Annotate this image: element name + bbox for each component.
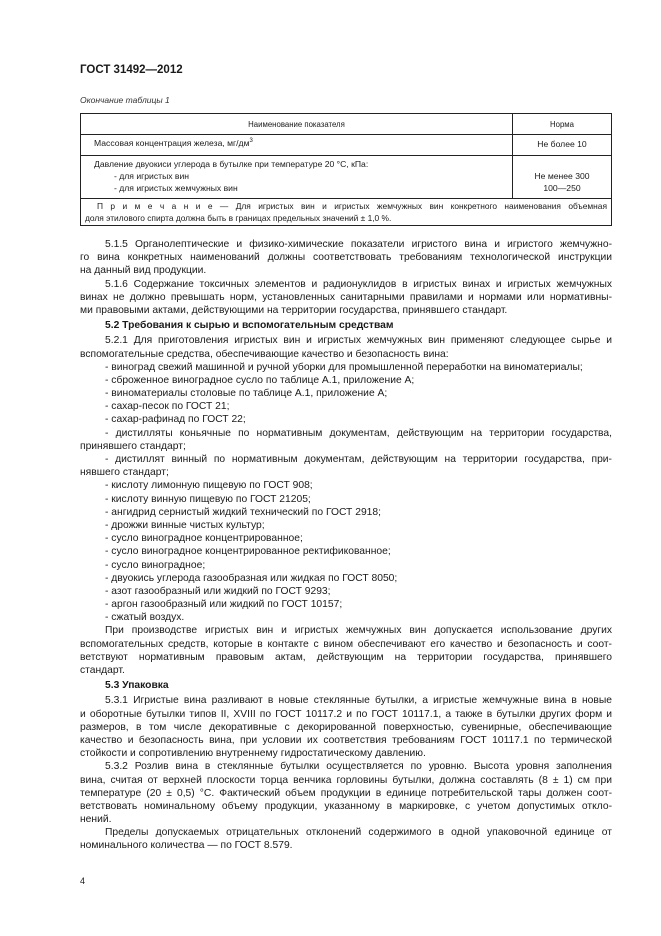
text-line: - сусло виноградное концентрированное ректификованное; — [105, 546, 391, 558]
row-name-text: Давление двуокиси углерода в бутылке при температуре 20 °С, кПа: — [94, 159, 369, 169]
paragraph — [80, 760, 612, 826]
text-line: - сусло виноградное концентрированное; — [105, 533, 303, 545]
list-item — [80, 585, 612, 598]
row-subitem: - для игристых вин — [114, 171, 190, 181]
list-item — [80, 559, 612, 572]
text-line: При производстве игристых вин и игристых жемчужных вин допускается использование других — [105, 625, 612, 637]
text-line: нений. — [80, 814, 112, 826]
list-item — [80, 572, 612, 585]
text-line: вспомогательных средств, которые в контакте с вином обеспечивают его качество и безопасность и соот- — [80, 638, 612, 650]
text-line: - азот газообразный или жидкий по ГОСТ 9293; — [105, 585, 331, 597]
text-line: 5.3.1 Игристые вина разливают в новые стеклянные бутылки, а игристые жемчужные вина в новые — [105, 695, 612, 707]
note-line: П р и м е ч а н и е — Для игристых вин и игристых жемчужных вин конкретного наименования объемная — [97, 201, 607, 211]
list-item — [80, 400, 612, 413]
paragraph — [80, 427, 612, 453]
list-item — [80, 545, 612, 558]
list-item — [80, 387, 612, 400]
text-line: - сусло виноградное; — [105, 559, 206, 571]
text-line: - виноматериалы столовые по таблице А.1, приложение А; — [105, 388, 388, 400]
text-line: размеров, в том числе декоративные с декорированной поверхностью, сувенирные, обеспечивающие — [80, 721, 612, 733]
section-heading — [80, 319, 612, 332]
page-number: 4 — [80, 876, 86, 886]
paragraph — [80, 334, 612, 360]
paragraph — [80, 826, 612, 852]
text-line: - дрожжи винные чистых культур; — [105, 519, 265, 531]
row-name — [81, 156, 513, 199]
list-item — [80, 519, 612, 532]
document-header: ГОСТ 31492—2012 — [80, 64, 183, 76]
text-line: го вина конкретных наименований должны соответствовать требованиям технологической инструкции — [80, 252, 612, 264]
text-line: номинального количества — по ГОСТ 8.579. — [80, 840, 293, 852]
text-line: и оборотные бутылки типов II, XVIII по ГОСТ 10117.2 и по ГОСТ 10117.1, а также в бутылки других форм и — [80, 708, 612, 720]
list-item — [80, 506, 612, 519]
list-item — [80, 413, 612, 426]
paragraph — [80, 453, 612, 479]
list-item — [80, 493, 612, 506]
text-line: - дистилляты коньячные по нормативным документам, действующим на территории государства, — [105, 427, 612, 439]
column-header-norm: Норма — [513, 114, 612, 135]
section-heading — [80, 679, 612, 692]
text-line: винах не должно превышать норм, установленных санитарными правилами и нормами или нормативны- — [80, 291, 612, 303]
column-header-name: Наименование показателя — [81, 114, 513, 135]
text-line: Пределы допускаемых отрицательных отклонений содержимого в одной упаковочной единице от — [105, 827, 612, 839]
paragraph — [80, 278, 612, 318]
note-line: доля этилового спирта должна быть в границах предельных значений ± 1,0 %. — [85, 213, 392, 223]
text-line: - сахар-рафинад по ГОСТ 22; — [105, 414, 246, 426]
document-body — [80, 238, 612, 853]
text-line: 5.1.5 Органолептические и физико-химические показатели игристого вина и игристого жемчужно- — [105, 239, 612, 250]
text-line: - аргон газообразный или жидкий по ГОСТ 10157; — [105, 599, 343, 611]
text-line: - ангидрид сернистый жидкий технический по ГОСТ 2918; — [105, 506, 381, 518]
list-item — [80, 479, 612, 492]
table-note-row — [81, 199, 612, 226]
table-row — [81, 156, 612, 199]
text-line: 5.3.2 Розлив вина в стеклянные бутылки осуществляется по уровню. Высота уровня заполнения — [105, 761, 612, 773]
unit-superscript: 3 — [249, 138, 253, 145]
list-item — [80, 611, 612, 624]
text-line: принявшего стандарт; — [80, 440, 186, 452]
text-line: 5.2.1 Для приготовления игристых вин и игристых жемчужных вин применяют следующее сырье и — [105, 335, 612, 347]
text-line: вспомогательные средства, обеспечивающие качество и безопасность вина: — [80, 348, 449, 360]
paragraph — [80, 694, 612, 760]
text-line: ветствуют нормативным правовым актам, действующим на территории государства, принявшего — [80, 651, 612, 663]
text-line: - кислоту лимонную пищевую по ГОСТ 908; — [105, 480, 313, 492]
text-line: на данный вид продукции. — [80, 265, 207, 277]
text-line: 5.2 Требования к сырью и вспомогательным средствам — [105, 320, 394, 332]
table-note — [81, 199, 612, 226]
text-line: стойкости и сопротивлению внутреннему гидростатическому давлению. — [80, 748, 426, 760]
list-item — [80, 361, 612, 374]
table-header-row — [81, 114, 612, 135]
text-line: - дистиллят винный по нормативным документам, действующим на территории государства, при- — [105, 454, 612, 465]
text-line: стандарт. — [80, 665, 125, 676]
text-line: 5.1.6 Содержание токсичных элементов и радионуклидов в игристых винах и игристых жемчужных — [105, 278, 612, 290]
text-line: - двуокись углерода газообразная или жидкая по ГОСТ 8050; — [105, 572, 398, 584]
table-caption: Окончание таблицы 1 — [80, 95, 170, 105]
row-value — [513, 156, 612, 199]
text-line: нявшего стандарт; — [80, 467, 169, 479]
row-name — [81, 135, 513, 156]
text-line: - виноград свежий машинной и ручной уборки для промышленной переработки на виноматериалы; — [105, 361, 583, 373]
text-line: - кислоту винную пищевую по ГОСТ 21205; — [105, 493, 311, 505]
text-line: 5.3 Упаковка — [105, 680, 169, 692]
row-value: Не более 10 — [513, 135, 612, 156]
text-line: - сахар-песок по ГОСТ 21; — [105, 401, 230, 413]
paragraph — [80, 624, 612, 677]
indicators-table — [80, 113, 612, 226]
paragraph — [80, 238, 612, 278]
list-item — [80, 532, 612, 545]
list-item — [80, 598, 612, 611]
text-line: температуре (20 ± 0,5) °С. Фактический объем продукции в единице потребительской тары должен соот- — [80, 787, 612, 799]
list-item — [80, 374, 612, 387]
text-line: ми правовыми актами, действующими на территории государства, принявшего стандарт. — [80, 304, 508, 316]
row-subitem: - для игристых жемчужных вин — [114, 183, 238, 193]
table-row — [81, 135, 612, 156]
text-line: ветствовать номинальному объему продукции, указанному в маркировке, с учетом допустимых откло- — [80, 800, 612, 812]
value-sparkling: Не менее 300 — [534, 171, 590, 181]
row-name-text: Массовая концентрация железа, мг/дм — [94, 138, 250, 148]
text-line: - сброженное виноградное сусло по таблице А.1, приложение А; — [105, 374, 415, 386]
text-line: вина, считая от верхней плоскости торца венчика горловины бутылки, должна составлять (8 ± 1) см при — [80, 774, 612, 786]
text-line: - сжатый воздух. — [105, 612, 185, 624]
value-pearl: 100—250 — [543, 183, 581, 193]
text-line: качество и безопасность вина, при условии их соответствия требованиям ГОСТ 10117.1 по термической — [80, 734, 612, 746]
